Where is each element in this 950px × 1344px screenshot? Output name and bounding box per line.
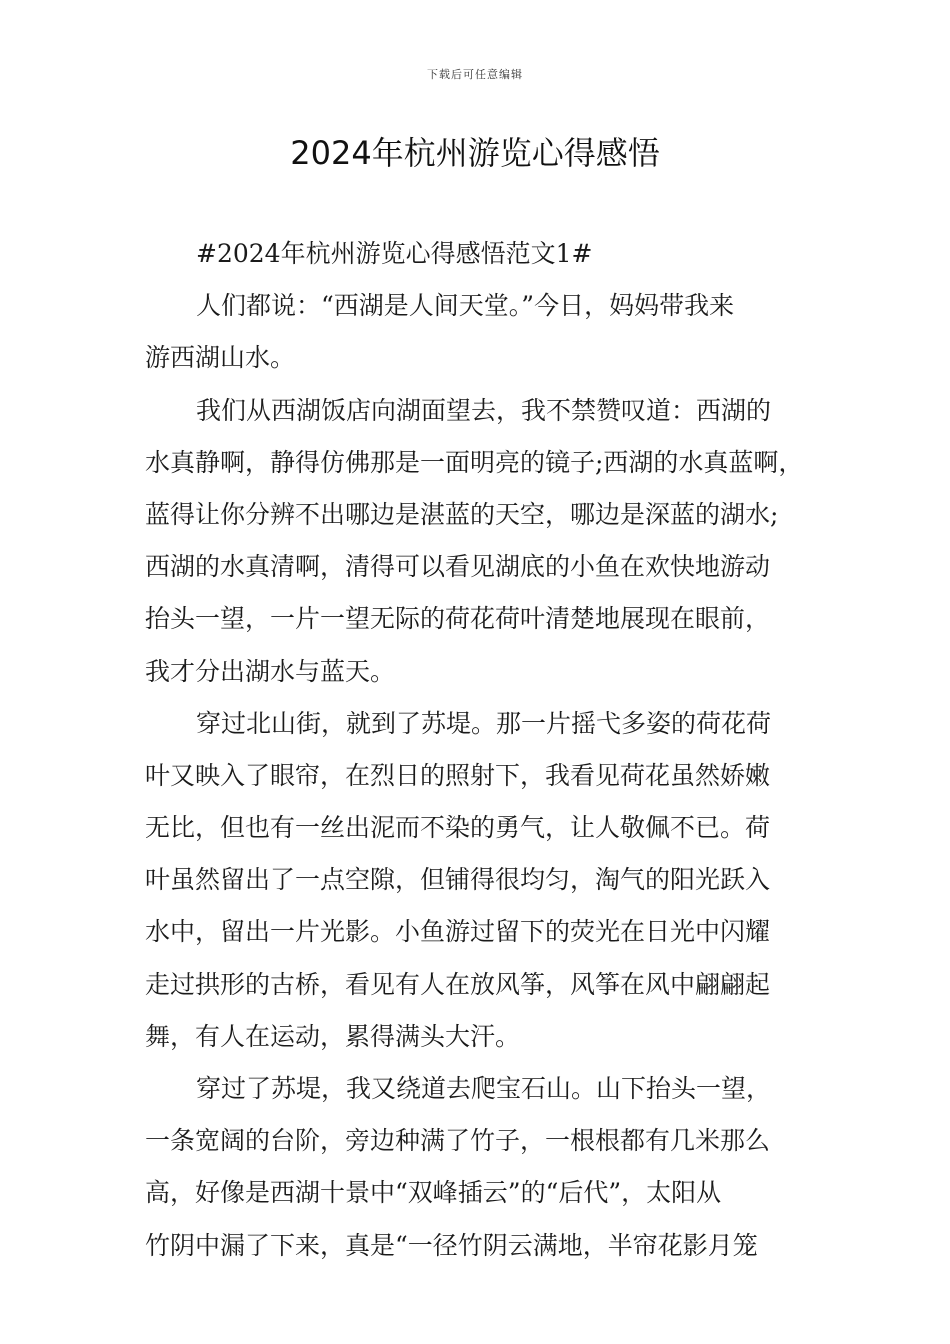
text-line: 水真静啊，静得仿佛那是一面明亮的镜子;西湖的水真蓝啊， bbox=[145, 447, 804, 477]
document-title: 2024年杭州游览心得感悟 bbox=[290, 134, 660, 172]
text-line: 舞，有人在运动，累得满头大汗。 bbox=[145, 1021, 521, 1051]
text-line: 我才分出湖水与蓝天。 bbox=[145, 656, 396, 686]
text-line: 高，好像是西湖十景中“双峰插云”的“后代”，太阳从 bbox=[145, 1178, 722, 1208]
text-line: 无比，但也有一丝出泥而不染的勇气，让人敬佩不已。荷 bbox=[145, 813, 771, 843]
text-line: 游西湖山水。 bbox=[145, 343, 296, 373]
text-line: 一条宽阔的台阶，旁边种满了竹子，一根根都有几米那么 bbox=[145, 1126, 771, 1156]
text-line: 穿过了苏堤，我又绕道去爬宝石山。山下抬头一望， bbox=[196, 1074, 772, 1103]
text-line: 人们都说：“西湖是人间天堂。”今日，妈妈带我来 bbox=[196, 291, 735, 321]
text-line: 穿过北山街，就到了苏堤。那一片摇弋多姿的荷花荷 bbox=[196, 708, 772, 738]
header-note: 下载后可任意编辑 bbox=[427, 68, 523, 81]
text-line: 走过拱形的古桥，看见有人在放风筝，风筝在风中翩翩起 bbox=[145, 969, 771, 999]
text-line: 叶虽然留出了一点空隙，但铺得很均匀，淘气的阳光跃入 bbox=[145, 865, 771, 895]
document-body bbox=[145, 228, 825, 1272]
text-line: 竹阴中漏了下来，真是“一径竹阴云满地，半帘花影月笼 bbox=[145, 1230, 758, 1260]
text-line: 我们从西湖饭店向湖面望去，我不禁赞叹道：西湖的 bbox=[196, 395, 772, 425]
text-line: 蓝得让你分辨不出哪边是湛蓝的天空，哪边是深蓝的湖水; bbox=[145, 499, 779, 529]
text-line: 水中，留出一片光影。小鱼游过留下的荧光在日光中闪耀 bbox=[145, 917, 771, 947]
text-line: 西湖的水真清啊，清得可以看见湖底的小鱼在欢快地游动 bbox=[145, 552, 771, 582]
text-line: 叶又映入了眼帘，在烈日的照射下，我看见荷花虽然娇嫩 bbox=[145, 760, 771, 790]
text-line: #2024年杭州游览心得感悟范文1# bbox=[196, 239, 593, 268]
text-line: 抬头一望，一片一望无际的荷花荷叶清楚地展现在眼前， bbox=[145, 604, 771, 634]
